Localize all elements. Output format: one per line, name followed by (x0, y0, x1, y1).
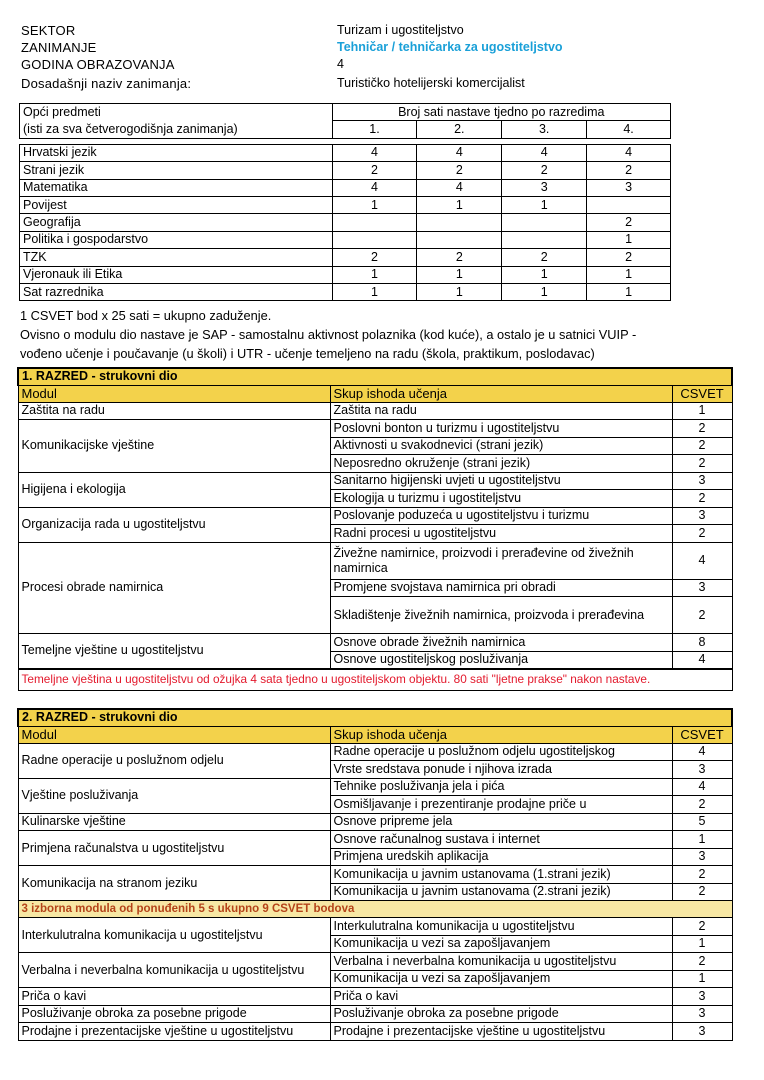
learning-outcome: Prodajne i prezentacijske vještine u ugostiteljstvu (330, 1023, 672, 1041)
learning-outcome: Komunikacija u javnim ustanovama (2.strani jezik) (330, 883, 672, 901)
learning-outcome: Promjene svojstava namirnica pri obradi (330, 579, 672, 597)
header-row (21, 56, 721, 73)
hours-cell: 2 (332, 162, 417, 179)
grade-1-vocational-table (17, 367, 733, 691)
module-row (18, 953, 732, 971)
learning-outcome: Zaštita na radu (330, 402, 672, 420)
learning-outcome: Primjena uredskih aplikacija (330, 848, 672, 866)
csvet-value: 2 (672, 437, 732, 455)
module-row (18, 831, 732, 849)
learning-outcome: Komunikacija u javnim ustanovama (1.strani jezik) (330, 866, 672, 884)
subject-name: Matematika (20, 179, 333, 196)
hours-cell: 1 (332, 283, 417, 300)
hours-cell: 4 (417, 144, 502, 161)
hours-cell: 4 (332, 144, 417, 161)
csvet-value: 3 (672, 472, 732, 490)
header-label: Dosadašnji naziv zanimanja: (21, 76, 192, 91)
header-row (21, 75, 721, 92)
module-name: Komunikacija na stranom jeziku (18, 866, 330, 901)
csvet-value: 1 (672, 831, 732, 849)
module-name: Zaštita na radu (18, 402, 330, 420)
subject-row (20, 231, 671, 248)
csvet-value: 2 (672, 883, 732, 901)
learning-outcome: Radne operacije u poslužnom odjelu ugostiteljskog (330, 743, 672, 761)
learning-outcome: Posluživanje obroka za posebne prigode (330, 1005, 672, 1023)
general-subjects-table (19, 103, 671, 301)
hours-cell (587, 196, 671, 213)
learning-outcome: Priča o kavi (330, 988, 672, 1006)
module-row (18, 1005, 732, 1023)
learning-outcome: Ekologija u turizmu i ugostiteljstvu (330, 490, 672, 508)
hours-cell (417, 231, 502, 248)
hours-cell: 1 (502, 283, 587, 300)
subject-name: Geografija (20, 214, 333, 231)
hours-cell: 2 (417, 162, 502, 179)
note-line-1: 1 CSVET bod x 25 sati = ukupno zaduženje. (20, 308, 272, 323)
header-value: 4 (337, 57, 344, 71)
header-value: Tehničar / tehničarka za ugostiteljstvo (337, 40, 563, 54)
hours-cell: 4 (587, 144, 671, 161)
module-row (18, 813, 732, 831)
note-line-2: Ovisno o modulu dio nastave je SAP - samostalnu aktivnost polaznika (kod kuće), a ostalo je u satnici VUIP - (20, 327, 637, 342)
learning-outcome: Vrste sredstava ponude i njihova izrada (330, 761, 672, 779)
hours-cell: 1 (332, 196, 417, 213)
hours-cell: 2 (502, 249, 587, 266)
general-header-left: Opći predmeti (20, 104, 333, 121)
csvet-value: 2 (672, 953, 732, 971)
module-row (18, 866, 732, 884)
learning-outcome: Neposredno okruženje (strani jezik) (330, 455, 672, 473)
learning-outcome: Tehnike posluživanja jela i pića (330, 778, 672, 796)
col-skup: Skup ishoda učenja (330, 385, 672, 402)
csvet-value: 2 (672, 490, 732, 508)
subject-name: Politika i gospodarstvo (20, 231, 333, 248)
module-row (18, 420, 732, 438)
csvet-value: 3 (672, 761, 732, 779)
hours-cell: 1 (502, 266, 587, 283)
module-row (18, 1023, 732, 1041)
hours-cell: 1 (502, 196, 587, 213)
module-name: Organizacija rada u ugostiteljstvu (18, 507, 330, 542)
grade-header: 1. (332, 121, 417, 138)
learning-outcome: Aktivnosti u svakodnevici (strani jezik) (330, 437, 672, 455)
hours-cell (332, 214, 417, 231)
col-modul: Modul (18, 385, 330, 402)
hours-cell: 2 (417, 249, 502, 266)
general-header-left-sub: (isti za sva četverogodišnja zanimanja) (20, 121, 333, 138)
csvet-value: 3 (672, 579, 732, 597)
hours-cell: 3 (587, 179, 671, 196)
learning-outcome: Poslovanje poduzeća u ugostiteljstvu i turizmu (330, 507, 672, 525)
csvet-value: 1 (672, 970, 732, 988)
grade-header: 3. (502, 121, 587, 138)
hours-cell (502, 214, 587, 231)
header-row (21, 39, 721, 56)
module-name: Priča o kavi (18, 988, 330, 1006)
subject-name: Hrvatski jezik (20, 144, 333, 161)
module-name: Temeljne vještine u ugostiteljstvu (18, 634, 330, 669)
learning-outcome: Poslovni bonton u turizmu i ugostiteljstvu (330, 420, 672, 438)
module-row (18, 988, 732, 1006)
csvet-value: 1 (672, 935, 732, 953)
module-name: Higijena i ekologija (18, 472, 330, 507)
header-label: GODINA OBRAZOVANJA (21, 57, 175, 72)
module-name: Procesi obrade namirnica (18, 542, 330, 634)
learning-outcome: Interkulutralna komunikacija u ugostiteljstvu (330, 918, 672, 936)
hours-cell: 1 (587, 283, 671, 300)
csvet-value: 2 (672, 525, 732, 543)
csvet-value: 3 (672, 848, 732, 866)
module-row (18, 743, 732, 761)
note-line-3: vođeno učenje i poučavanje (u školi) i UTR - učenje temeljeno na radu (škola, praktikum, poslodavac) (20, 346, 595, 361)
hours-cell: 2 (587, 162, 671, 179)
hours-cell: 2 (587, 214, 671, 231)
csvet-value: 4 (672, 651, 732, 669)
learning-outcome: Osnove računalnog sustava i internet (330, 831, 672, 849)
module-name: Posluživanje obroka za posebne prigode (18, 1005, 330, 1023)
module-row (18, 507, 732, 525)
learning-outcome: Komunikacija u vezi sa zapošljavanjem (330, 970, 672, 988)
learning-outcome: Osmišljavanje i prezentiranje prodajne priče u (330, 796, 672, 814)
hours-cell: 2 (332, 249, 417, 266)
subject-name: Vjeronauk ili Etika (20, 266, 333, 283)
csvet-value: 2 (672, 866, 732, 884)
module-row (18, 634, 732, 652)
hours-cell: 2 (587, 249, 671, 266)
header-row (21, 22, 721, 39)
grade-header: 2. (417, 121, 502, 138)
hours-cell: 1 (587, 231, 671, 248)
document-header (21, 22, 721, 92)
subject-row (20, 196, 671, 213)
learning-outcome: Verbalna i neverbalna komunikacija u ugostiteljstvu (330, 953, 672, 971)
csvet-value: 4 (672, 778, 732, 796)
subject-name: TZK (20, 249, 333, 266)
hours-cell (502, 231, 587, 248)
col-modul: Modul (18, 726, 330, 743)
hours-cell: 3 (502, 179, 587, 196)
csvet-value: 4 (672, 542, 732, 579)
hours-cell: 1 (417, 283, 502, 300)
col-csvet: CSVET (672, 385, 732, 402)
hours-cell (417, 214, 502, 231)
module-row (18, 542, 732, 579)
subject-row (20, 249, 671, 266)
elective-title: 3 izborna modula od ponuđenih 5 s ukupno 9 CSVET bodova (18, 901, 732, 918)
hours-cell: 4 (417, 179, 502, 196)
learning-outcome: Živežne namirnice, proizvodi i prerađevine od živežnih namirnica (330, 542, 672, 579)
subject-row (20, 214, 671, 231)
col-skup: Skup ishoda učenja (330, 726, 672, 743)
subject-row (20, 162, 671, 179)
header-value: Turističko hotelijerski komercijalist (337, 76, 525, 90)
module-row (18, 472, 732, 490)
csvet-value: 2 (672, 597, 732, 634)
csvet-value: 8 (672, 634, 732, 652)
module-name: Kulinarske vještine (18, 813, 330, 831)
learning-outcome: Komunikacija u vezi sa zapošljavanjem (330, 935, 672, 953)
header-label: SEKTOR (21, 23, 76, 38)
learning-outcome: Osnove ugostiteljskog posluživanja (330, 651, 672, 669)
section-1-note: Temeljne vještina u ugostiteljstvu od ožujka 4 sata tjedno u ugostiteljskom objektu. 80 sati "ljetne prakse" nakon nastave. (18, 669, 732, 691)
subject-row (20, 266, 671, 283)
subject-name: Sat razrednika (20, 283, 333, 300)
hours-cell: 1 (332, 266, 417, 283)
module-row (18, 778, 732, 796)
grade-header: 4. (587, 121, 671, 138)
csvet-value: 3 (672, 507, 732, 525)
hours-cell: 1 (417, 196, 502, 213)
subject-row (20, 179, 671, 196)
module-name: Primjena računalstva u ugostiteljstvu (18, 831, 330, 866)
learning-outcome: Radni procesi u ugostiteljstvu (330, 525, 672, 543)
grade-2-vocational-table (17, 708, 733, 1041)
hours-cell: 2 (502, 162, 587, 179)
learning-outcome: Skladištenje živežnih namirnica, proizvoda i prerađevina (330, 597, 672, 634)
section-1-title: 1. RAZRED - strukovni dio (18, 368, 732, 385)
subject-name: Povijest (20, 196, 333, 213)
notes (20, 306, 720, 363)
csvet-value: 3 (672, 988, 732, 1006)
module-name: Verbalna i neverbalna komunikacija u ugostiteljstvu (18, 953, 330, 988)
hours-cell: 4 (332, 179, 417, 196)
csvet-value: 2 (672, 796, 732, 814)
subject-row (20, 283, 671, 300)
hours-cell: 4 (502, 144, 587, 161)
subject-name: Strani jezik (20, 162, 333, 179)
csvet-value: 3 (672, 1005, 732, 1023)
module-name: Radne operacije u poslužnom odjelu (18, 743, 330, 778)
csvet-value: 1 (672, 402, 732, 420)
general-header-right: Broj sati nastave tjedno po razredima (332, 104, 670, 121)
learning-outcome: Sanitarno higijenski uvjeti u ugostiteljstvu (330, 472, 672, 490)
subject-row (20, 144, 671, 161)
hours-cell: 1 (417, 266, 502, 283)
csvet-value: 4 (672, 743, 732, 761)
module-name: Vještine posluživanja (18, 778, 330, 813)
learning-outcome: Osnove obrade živežnih namirnica (330, 634, 672, 652)
csvet-value: 3 (672, 1023, 732, 1041)
csvet-value: 2 (672, 918, 732, 936)
learning-outcome: Osnove pripreme jela (330, 813, 672, 831)
csvet-value: 2 (672, 455, 732, 473)
module-name: Prodajne i prezentacijske vještine u ugostiteljstvu (18, 1023, 330, 1041)
module-name: Interkulutralna komunikacija u ugostiteljstvu (18, 918, 330, 953)
hours-cell: 1 (587, 266, 671, 283)
section-2-title: 2. RAZRED - strukovni dio (18, 709, 732, 726)
module-row (18, 918, 732, 936)
header-label: ZANIMANJE (21, 40, 97, 55)
module-row (18, 402, 732, 420)
csvet-value: 2 (672, 420, 732, 438)
module-name: Komunikacijske vještine (18, 420, 330, 473)
hours-cell (332, 231, 417, 248)
header-value: Turizam i ugostiteljstvo (337, 23, 464, 37)
csvet-value: 5 (672, 813, 732, 831)
col-csvet: CSVET (672, 726, 732, 743)
